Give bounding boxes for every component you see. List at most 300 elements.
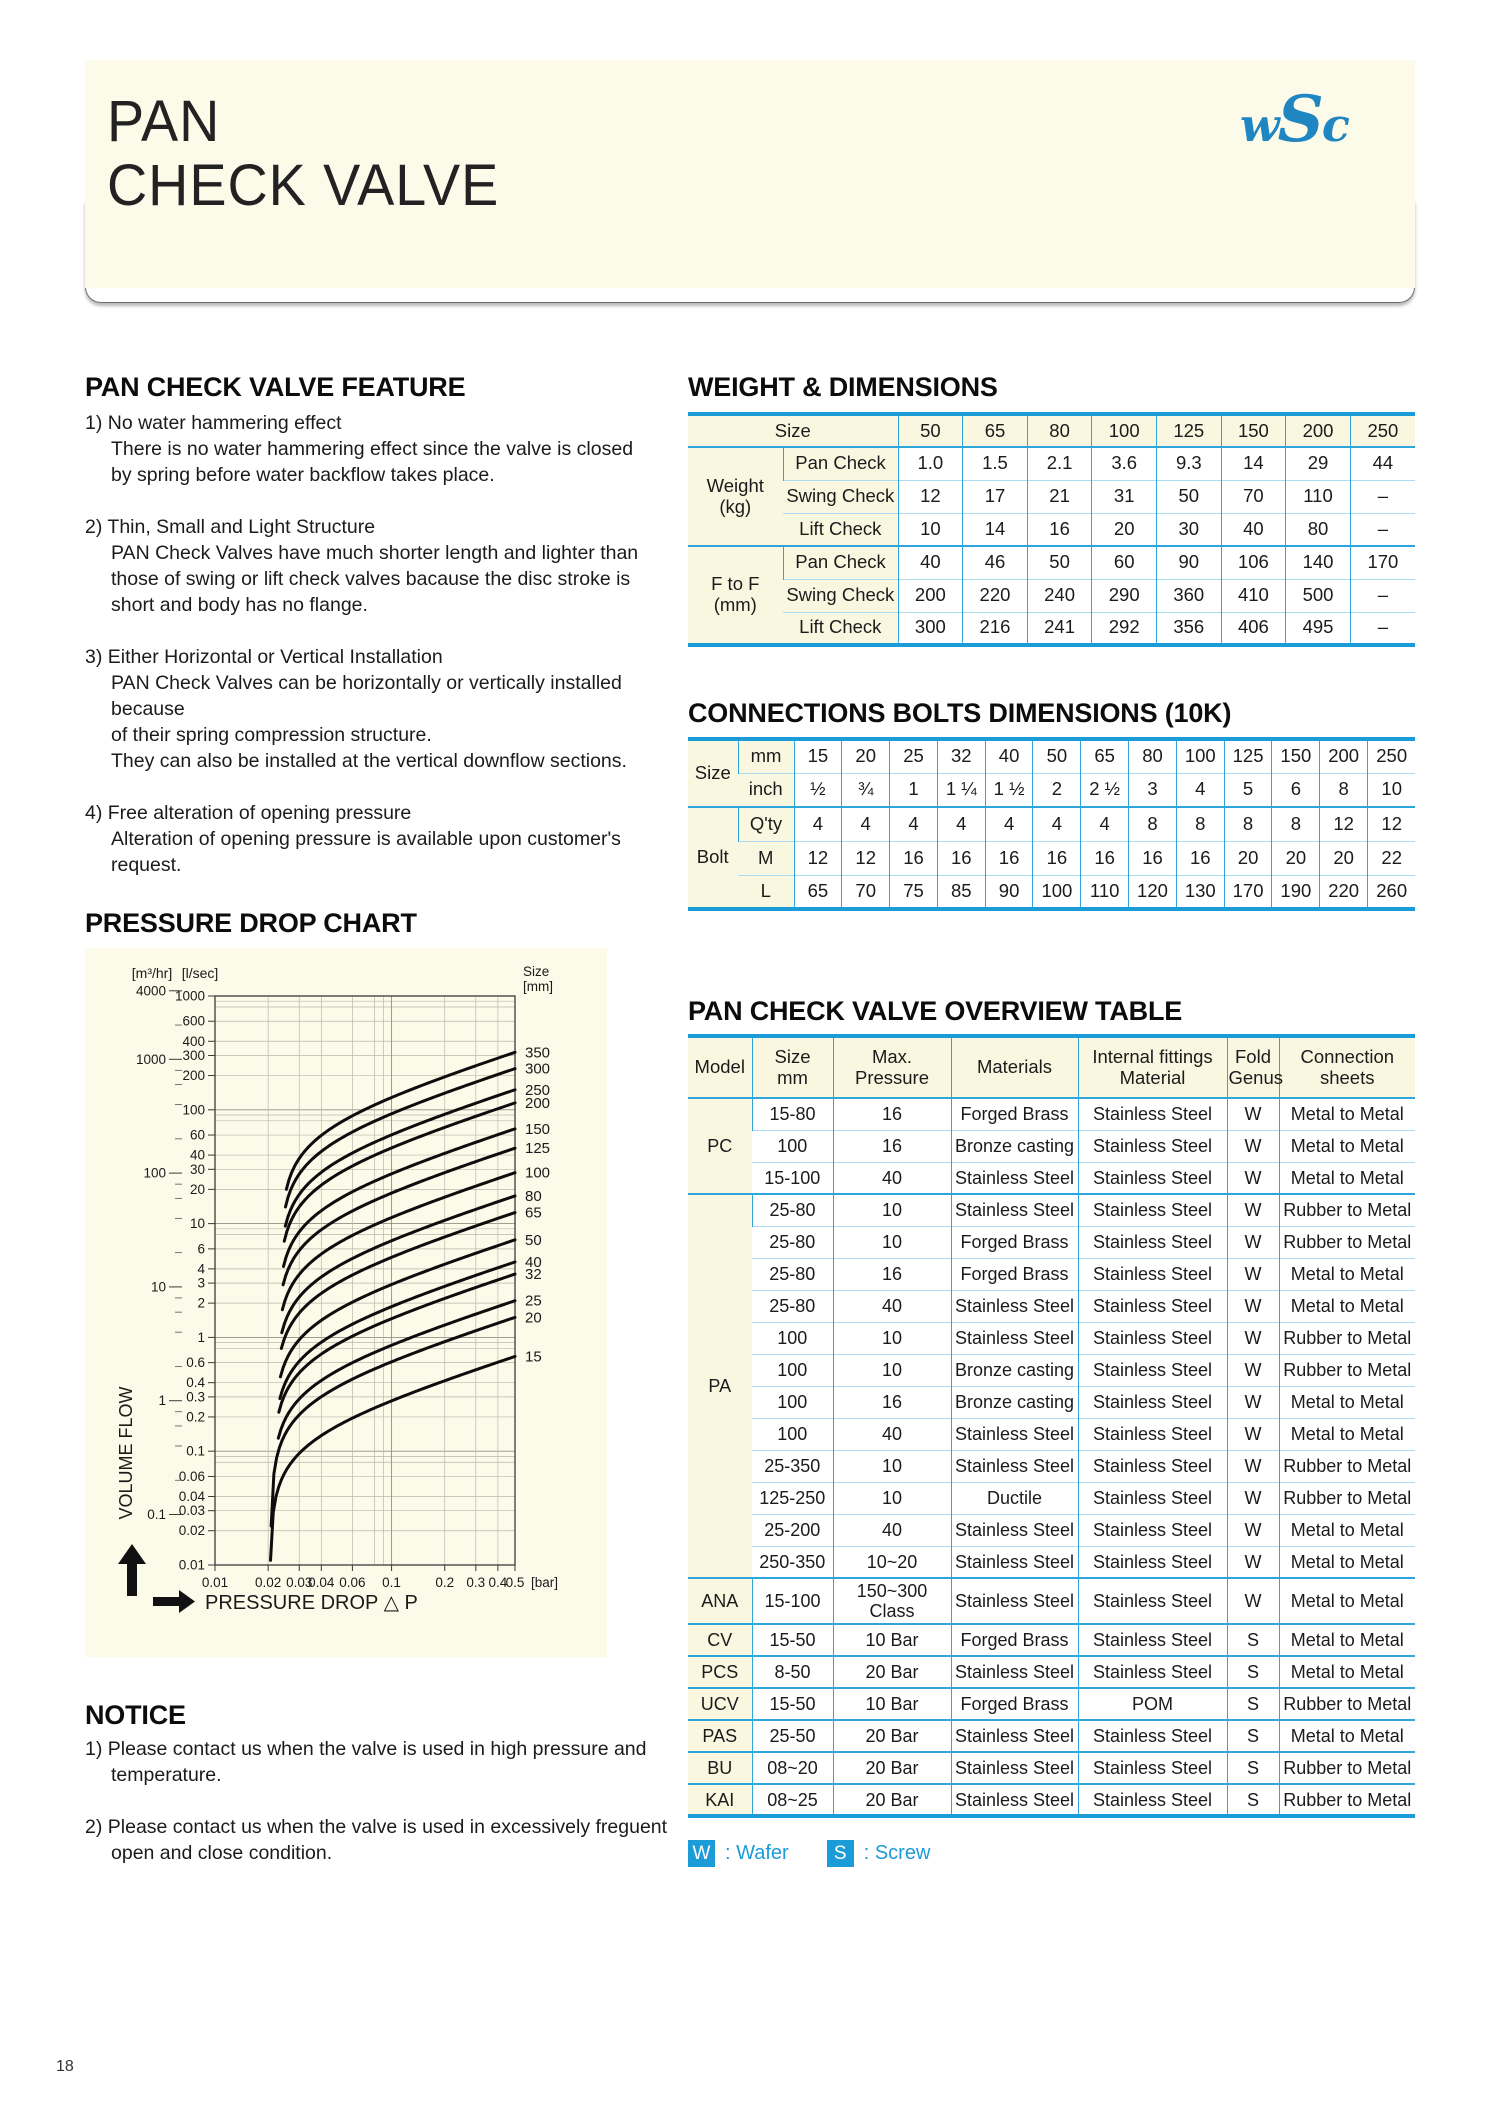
label-cell: Bolt [688, 807, 738, 909]
x-tick-label: 0.04 [308, 1575, 335, 1590]
data-cell: 250-350 [752, 1546, 833, 1578]
data-cell: 406 [1221, 612, 1286, 645]
data-cell: 1.0 [898, 447, 963, 480]
data-cell: 80 [1129, 739, 1177, 773]
data-cell: 106 [1221, 546, 1286, 579]
x-tick-label: 0.5 [505, 1575, 525, 1590]
data-cell: 150~300 Class [833, 1578, 951, 1624]
table-row [688, 1546, 1415, 1578]
data-cell: 125-250 [752, 1482, 833, 1514]
curve-size-100 [282, 1173, 515, 1310]
data-cell: 16 [833, 1130, 951, 1162]
data-cell: 8 [1224, 807, 1272, 841]
data-cell: 4 [842, 807, 890, 841]
data-cell: Metal to Metal [1279, 1290, 1415, 1322]
data-cell: 260 [1368, 875, 1416, 909]
table-row [688, 414, 1415, 447]
list-item-line: short and body has no flange. [111, 594, 368, 616]
outer-axis-unit: [m³/hr] [131, 965, 173, 981]
data-cell: Bronze casting [951, 1130, 1078, 1162]
y-tick-label: 0.3 [186, 1389, 205, 1405]
table-row [688, 546, 1415, 579]
data-cell: 140 [1286, 546, 1351, 579]
data-cell: 40 [1221, 513, 1286, 546]
data-cell: Stainless Steel [951, 1578, 1078, 1624]
curve-label-15: 15 [525, 1348, 542, 1366]
data-cell: – [1350, 480, 1415, 513]
y-tick-label: 0.03 [178, 1503, 205, 1519]
x-tick-label: 0.03 [286, 1575, 313, 1590]
list-item-title: 1) No water hammering effect [85, 412, 342, 434]
data-cell: Metal to Metal [1279, 1656, 1415, 1688]
data-cell: W [1227, 1418, 1279, 1450]
data-cell: 20 [1272, 841, 1320, 875]
data-cell: 220 [963, 579, 1028, 612]
data-cell: 15-50 [752, 1624, 833, 1656]
data-cell: S [1227, 1752, 1279, 1784]
notice-list [85, 1736, 675, 1892]
data-cell: 12 [1320, 807, 1368, 841]
data-cell: Rubber to Metal [1279, 1450, 1415, 1482]
label-cell: PA [688, 1194, 752, 1578]
data-cell: Stainless Steel [1078, 1482, 1227, 1514]
table-row [688, 1578, 1415, 1624]
data-cell: 40 [898, 546, 963, 579]
data-cell: 90 [1157, 546, 1222, 579]
screw-symbol: S [827, 1840, 854, 1867]
data-cell: 4 [794, 807, 842, 841]
data-cell: 22 [1368, 841, 1416, 875]
y-tick-label: 100 [182, 1102, 205, 1118]
data-cell: 20 Bar [833, 1656, 951, 1688]
data-cell: 9.3 [1157, 447, 1222, 480]
data-cell: POM [1078, 1688, 1227, 1720]
data-cell: 4 [890, 807, 938, 841]
data-cell: Forged Brass [951, 1226, 1078, 1258]
outer-tick-label: 1 [158, 1393, 166, 1409]
data-cell: W [1227, 1130, 1279, 1162]
x-tick-label: 0.2 [435, 1575, 455, 1590]
data-cell: S [1227, 1624, 1279, 1656]
data-cell: S [1227, 1784, 1279, 1816]
table-row [688, 1752, 1415, 1784]
outer-tick-label: 100 [143, 1165, 166, 1181]
data-cell: Stainless Steel [951, 1752, 1078, 1784]
label-cell: 250 [1350, 414, 1415, 447]
list-item-title: 2) Thin, Small and Light Structure [85, 516, 376, 538]
list-item [85, 800, 675, 878]
data-cell: 500 [1286, 579, 1351, 612]
data-cell: Metal to Metal [1279, 1098, 1415, 1130]
data-cell: W [1227, 1578, 1279, 1624]
data-cell: Metal to Metal [1279, 1130, 1415, 1162]
data-cell: W [1227, 1450, 1279, 1482]
label-cell: PAS [688, 1720, 752, 1752]
data-cell: 08~20 [752, 1752, 833, 1784]
data-cell: 170 [1350, 546, 1415, 579]
label-cell: Fold Genus [1227, 1036, 1279, 1098]
bolts-dimensions-table [688, 737, 1415, 911]
curve-label-80: 80 [525, 1187, 542, 1205]
data-cell: 50 [1033, 739, 1081, 773]
data-cell: 150 [1272, 739, 1320, 773]
table-row [688, 1226, 1415, 1258]
data-cell: 50 [1027, 546, 1092, 579]
data-cell: 10 [833, 1482, 951, 1514]
data-cell: W [1227, 1482, 1279, 1514]
label-cell: inch [738, 773, 794, 807]
table-row [688, 841, 1415, 875]
data-cell: W [1227, 1098, 1279, 1130]
data-cell: 10~20 [833, 1546, 951, 1578]
data-cell: Stainless Steel [1078, 1752, 1227, 1784]
y-tick-label: 0.6 [186, 1355, 205, 1371]
data-cell: Rubber to Metal [1279, 1322, 1415, 1354]
list-item-line: of their spring compression structure. [111, 724, 432, 746]
table-row [688, 1098, 1415, 1130]
data-cell: Stainless Steel [1078, 1624, 1227, 1656]
data-cell: 10 [833, 1194, 951, 1226]
table-row [688, 513, 1415, 546]
fold-genus-legend [688, 1840, 930, 1867]
data-cell: 200 [898, 579, 963, 612]
data-cell: Stainless Steel [1078, 1194, 1227, 1226]
data-cell: 130 [1176, 875, 1224, 909]
outer-tick-label: 10 [150, 1279, 166, 1295]
list-item-line: PAN Check Valves have much shorter length and lighter than [111, 542, 639, 564]
pressure-drop-chart-svg [85, 948, 607, 1657]
table-row [688, 1130, 1415, 1162]
outer-tick-label: 4000 [135, 983, 166, 999]
data-cell: Bronze casting [951, 1354, 1078, 1386]
list-item-title: 3) Either Horizontal or Vertical Installation [85, 646, 443, 668]
data-cell: S [1227, 1688, 1279, 1720]
table-row [688, 1450, 1415, 1482]
y-tick-label: 400 [182, 1033, 205, 1049]
data-cell: 16 [1027, 513, 1092, 546]
data-cell: S [1227, 1656, 1279, 1688]
data-cell: 40 [833, 1290, 951, 1322]
data-cell: Stainless Steel [951, 1194, 1078, 1226]
label-cell: Size [688, 414, 898, 447]
x-tick-label: 0.02 [255, 1575, 282, 1590]
data-cell: 16 [985, 841, 1033, 875]
curve-label-25: 25 [525, 1292, 542, 1310]
curve-label-200: 200 [525, 1094, 551, 1112]
data-cell: 8 [1320, 773, 1368, 807]
list-item [85, 514, 675, 618]
data-cell: Stainless Steel [1078, 1322, 1227, 1354]
data-cell: 110 [1081, 875, 1129, 909]
data-cell: Forged Brass [951, 1688, 1078, 1720]
data-cell: 25-80 [752, 1194, 833, 1226]
table-row [688, 1514, 1415, 1546]
data-cell: Rubber to Metal [1279, 1688, 1415, 1720]
data-cell: W [1227, 1354, 1279, 1386]
size-axis-unit: [mm] [523, 979, 553, 994]
label-cell: Connection sheets [1279, 1036, 1415, 1098]
data-cell: Rubber to Metal [1279, 1354, 1415, 1386]
curve-label-350: 350 [525, 1044, 551, 1062]
data-cell: W [1227, 1546, 1279, 1578]
data-cell: Rubber to Metal [1279, 1784, 1415, 1816]
data-cell: 100 [752, 1386, 833, 1418]
list-item [85, 1814, 675, 1866]
label-cell: Pan Check [783, 447, 898, 480]
data-cell: 20 Bar [833, 1752, 951, 1784]
x-tick-label: 0.3 [466, 1575, 486, 1590]
y-tick-label: 60 [189, 1127, 205, 1143]
data-cell: W [1227, 1386, 1279, 1418]
data-cell: W [1227, 1322, 1279, 1354]
data-cell: 25-200 [752, 1514, 833, 1546]
label-cell: Weight (kg) [688, 447, 783, 546]
data-cell: 16 [890, 841, 938, 875]
brand-logo [1240, 82, 1348, 157]
list-item-line: PAN Check Valves can be horizontally or vertically installed because [111, 672, 622, 720]
data-cell: 10 [1368, 773, 1416, 807]
list-item-title: 1) Please contact us when the valve is used in high pressure and [85, 1738, 647, 1760]
data-cell: 40 [985, 739, 1033, 773]
data-cell: 30 [1157, 513, 1222, 546]
data-cell: 5 [1224, 773, 1272, 807]
data-cell: 15-50 [752, 1688, 833, 1720]
curve-label-125: 125 [525, 1140, 551, 1158]
label-cell: Size mm [752, 1036, 833, 1098]
y-tick-label: 300 [182, 1048, 205, 1064]
data-cell: Forged Brass [951, 1098, 1078, 1130]
data-cell: Stainless Steel [1078, 1258, 1227, 1290]
data-cell: 20 Bar [833, 1784, 951, 1816]
curve-label-100: 100 [525, 1164, 551, 1182]
data-cell: 10 Bar [833, 1624, 951, 1656]
data-cell: 15 [794, 739, 842, 773]
data-cell: Forged Brass [951, 1258, 1078, 1290]
y-tick-label: 0.01 [178, 1557, 205, 1573]
table-row [688, 1688, 1415, 1720]
data-cell: 125 [1224, 739, 1272, 773]
y-tick-label: 6 [197, 1241, 205, 1257]
data-cell: W [1227, 1258, 1279, 1290]
data-cell: Stainless Steel [1078, 1386, 1227, 1418]
data-cell: 90 [985, 875, 1033, 909]
data-cell: 32 [937, 739, 985, 773]
data-cell: 10 [898, 513, 963, 546]
data-cell: 16 [1033, 841, 1081, 875]
curve-label-32: 32 [525, 1266, 542, 1284]
y-tick-label: 600 [182, 1013, 205, 1029]
overview-table [688, 1034, 1415, 1818]
data-cell: 40 [833, 1162, 951, 1194]
curve-label-40: 40 [525, 1253, 542, 1271]
notice-heading: NOTICE [85, 1700, 186, 1730]
data-cell: Rubber to Metal [1279, 1226, 1415, 1258]
label-cell: F to F (mm) [688, 546, 783, 645]
data-cell: 25-80 [752, 1290, 833, 1322]
data-cell: Metal to Metal [1279, 1258, 1415, 1290]
data-cell: 85 [937, 875, 985, 909]
y-tick-label: 1000 [174, 988, 205, 1004]
data-cell: Stainless Steel [1078, 1098, 1227, 1130]
feature-heading: PAN CHECK VALVE FEATURE [85, 372, 466, 402]
y-tick-label: 0.06 [178, 1468, 205, 1484]
data-cell: 10 [833, 1226, 951, 1258]
table-row [688, 1322, 1415, 1354]
overview-heading: PAN CHECK VALVE OVERVIEW TABLE [688, 996, 1183, 1026]
y-tick-label: 200 [182, 1068, 205, 1084]
y-tick-label: 4 [197, 1261, 205, 1277]
label-cell: M [738, 841, 794, 875]
curve-label-20: 20 [525, 1309, 542, 1327]
inner-axis-unit: [l/sec] [181, 965, 219, 981]
curve-size-50 [280, 1240, 515, 1377]
data-cell: 190 [1272, 875, 1320, 909]
data-cell: 14 [963, 513, 1028, 546]
data-cell: 15-80 [752, 1098, 833, 1130]
table-row [688, 612, 1415, 645]
data-cell: 70 [1221, 480, 1286, 513]
list-item-title: 4) Free alteration of opening pressure [85, 802, 412, 824]
data-cell: Stainless Steel [951, 1450, 1078, 1482]
label-cell: Q'ty [738, 807, 794, 841]
label-cell: 80 [1027, 414, 1092, 447]
label-cell: CV [688, 1624, 752, 1656]
data-cell: 8-50 [752, 1656, 833, 1688]
data-cell: Stainless Steel [951, 1322, 1078, 1354]
y-tick-label: 10 [189, 1216, 205, 1232]
label-cell: KAI [688, 1784, 752, 1816]
label-cell: PC [688, 1098, 752, 1194]
y-tick-label: 20 [189, 1181, 205, 1197]
data-cell: 120 [1129, 875, 1177, 909]
data-cell: 10 Bar [833, 1688, 951, 1720]
label-cell: BU [688, 1752, 752, 1784]
data-cell: 3 [1129, 773, 1177, 807]
data-cell: 16 [833, 1258, 951, 1290]
data-cell: 495 [1286, 612, 1351, 645]
list-item [85, 644, 675, 774]
data-cell: 220 [1320, 875, 1368, 909]
table-row [688, 1418, 1415, 1450]
data-cell: 6 [1272, 773, 1320, 807]
table-row [688, 739, 1415, 773]
label-cell: Lift Check [783, 612, 898, 645]
data-cell: 2 ½ [1081, 773, 1129, 807]
page-number: 18 [56, 2058, 74, 2075]
data-cell: 241 [1027, 612, 1092, 645]
x-axis-unit: [bar] [531, 1575, 559, 1590]
label-cell: 100 [1092, 414, 1157, 447]
data-cell: 4 [1033, 807, 1081, 841]
data-cell: 25-350 [752, 1450, 833, 1482]
data-cell: 20 [1320, 841, 1368, 875]
data-cell: 31 [1092, 480, 1157, 513]
data-cell: Stainless Steel [1078, 1290, 1227, 1322]
curve-label-50: 50 [525, 1231, 542, 1249]
data-cell: 16 [833, 1386, 951, 1418]
data-cell: Metal to Metal [1279, 1386, 1415, 1418]
label-cell: Max. Pressure [833, 1036, 951, 1098]
label-cell: mm [738, 739, 794, 773]
data-cell: Stainless Steel [1078, 1720, 1227, 1752]
data-cell: Stainless Steel [1078, 1226, 1227, 1258]
data-cell: Stainless Steel [1078, 1546, 1227, 1578]
table-row [688, 1162, 1415, 1194]
data-cell: 100 [752, 1418, 833, 1450]
data-cell: 40 [833, 1514, 951, 1546]
data-cell: 100 [752, 1354, 833, 1386]
label-cell: ANA [688, 1578, 752, 1624]
data-cell: 17 [963, 480, 1028, 513]
table-row [688, 579, 1415, 612]
data-cell: 290 [1092, 579, 1157, 612]
list-item [85, 410, 675, 488]
data-cell: Stainless Steel [1078, 1130, 1227, 1162]
logo-letter-s: S [1277, 82, 1322, 157]
table-row [688, 1720, 1415, 1752]
data-cell: 110 [1286, 480, 1351, 513]
data-cell: Stainless Steel [1078, 1656, 1227, 1688]
label-cell: L [738, 875, 794, 909]
label-cell: Lift Check [783, 513, 898, 546]
data-cell: Metal to Metal [1279, 1514, 1415, 1546]
data-cell: 8 [1129, 807, 1177, 841]
label-cell: PCS [688, 1656, 752, 1688]
list-item [85, 1736, 675, 1788]
curve-label-65: 65 [525, 1204, 542, 1222]
data-cell: Metal to Metal [1279, 1720, 1415, 1752]
page-title-line1: PAN [107, 89, 221, 154]
data-cell: 1 ½ [985, 773, 1033, 807]
curve-label-150: 150 [525, 1120, 551, 1138]
y-tick-label: 2 [197, 1295, 205, 1311]
data-cell: 2 [1033, 773, 1081, 807]
y-tick-label: 0.2 [186, 1409, 205, 1425]
label-cell: 50 [898, 414, 963, 447]
data-cell: 4 [937, 807, 985, 841]
y-tick-label: 0.02 [178, 1523, 205, 1539]
data-cell: 16 [937, 841, 985, 875]
data-cell: 10 [833, 1450, 951, 1482]
table-row [688, 1194, 1415, 1226]
y-tick-label: 1 [197, 1329, 205, 1345]
table-row [688, 1624, 1415, 1656]
data-cell: 08~25 [752, 1784, 833, 1816]
data-cell: ¾ [842, 773, 890, 807]
data-cell: Stainless Steel [1078, 1514, 1227, 1546]
data-cell: 100 [752, 1322, 833, 1354]
plot-border [215, 996, 515, 1565]
data-cell: 10 [833, 1354, 951, 1386]
y-tick-label: 0.4 [186, 1375, 205, 1391]
label-cell: 200 [1286, 414, 1351, 447]
data-cell: 356 [1157, 612, 1222, 645]
x-tick-label: 0.06 [339, 1575, 366, 1590]
label-cell: Size [688, 739, 738, 807]
y-tick-label: 0.04 [178, 1488, 205, 1504]
data-cell: Rubber to Metal [1279, 1482, 1415, 1514]
data-cell: Rubber to Metal [1279, 1194, 1415, 1226]
data-cell: 16 [1176, 841, 1224, 875]
wafer-symbol: W [688, 1840, 715, 1867]
data-cell: 410 [1221, 579, 1286, 612]
data-cell: 25-80 [752, 1258, 833, 1290]
x-tick-label: 0.1 [382, 1575, 401, 1590]
data-cell: Stainless Steel [951, 1784, 1078, 1816]
list-item-line: They can also be installed at the vertical downflow sections. [111, 750, 627, 772]
data-cell: 100 [1033, 875, 1081, 909]
data-cell: W [1227, 1226, 1279, 1258]
